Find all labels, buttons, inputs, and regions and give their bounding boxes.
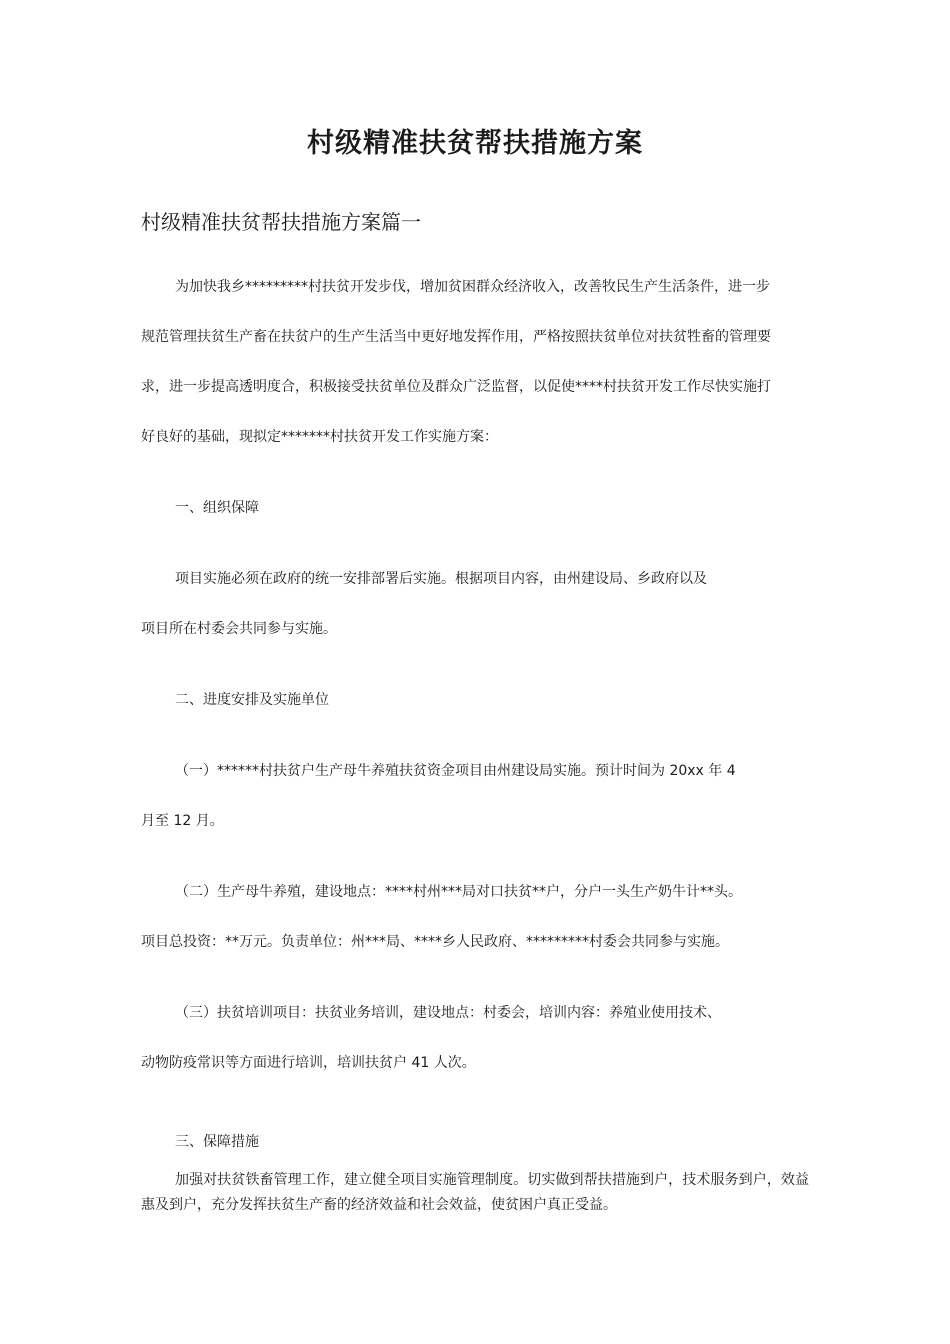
item3-line-1: （三）扶贫培训项目：扶贫业务培训，建设地点：村委会，培训内容：养殖业使用技术、 [175, 1005, 721, 1021]
item2-line-1: （二）生产母牛养殖，建设地点：****村州***局对口扶贫**户，分户一头生产奶牛计**头。 [175, 884, 742, 900]
intro-line-1: 为加快我乡*********村扶贫开发步伐，增加贫困群众经济收入，改善牧民生产生活条件，进一步 [175, 279, 770, 295]
page-title: 村级精准扶贫帮扶措施方案 [307, 128, 643, 159]
intro-line-4: 好良好的基础，现拟定*******村扶贫开发工作实施方案： [141, 429, 498, 445]
section1-line-1: 项目实施必须在政府的统一安排部署后实施。根据项目内容，由州建设局、乡政府以及 [175, 571, 707, 587]
item1-line-2: 月至 12 月。 [141, 813, 224, 829]
intro-line-3: 求，进一步提高透明度合，积极接受扶贫单位及群众广泛监督，以促使****村扶贫开发工作尽快实施打 [141, 379, 771, 395]
section-heading-3: 三、保障措施 [175, 1134, 259, 1150]
section3-paragraph: 加强对扶贫铁畜管理工作，建立健全项目实施管理制度。切实做到帮扶措施到户，技术服务到户，效益惠及到户，充分发挥扶贫生产畜的经济效益和社会效益，使贫困户真正受益。 [141, 1172, 809, 1213]
item1-line-1: （一）******村扶贫户生产母牛养殖扶贫资金项目由州建设局实施。预计时间为 20xx 年 4 [175, 763, 736, 779]
intro-line-2: 规范管理扶贫生产畜在扶贫户的生产生活当中更好地发挥作用，严格按照扶贫单位对扶贫牲畜的管理要 [141, 329, 771, 345]
item2-line-2: 项目总投资：**万元。负责单位：州***局、****乡人民政府、*********村委会共同参与实施。 [141, 934, 729, 950]
section1-line-2: 项目所在村委会共同参与实施。 [141, 621, 337, 637]
item3-line-2: 动物防疫常识等方面进行培训，培训扶贫户 41 人次。 [141, 1055, 476, 1071]
section-heading-1: 一、组织保障 [175, 500, 259, 516]
section-heading-2: 二、进度安排及实施单位 [175, 692, 329, 708]
subtitle: 村级精准扶贫帮扶措施方案篇一 [141, 210, 421, 234]
